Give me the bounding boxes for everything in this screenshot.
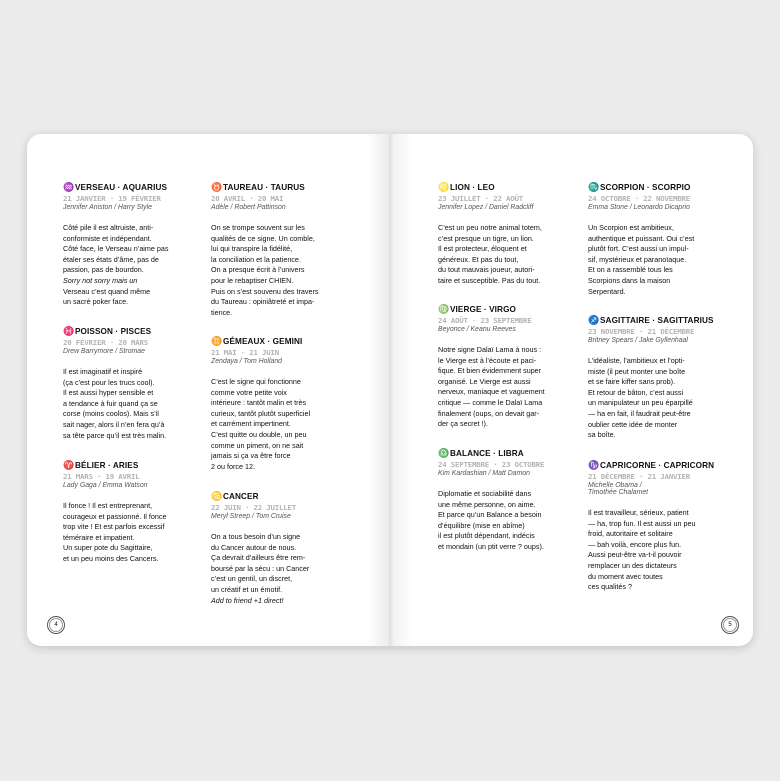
sign-celebrities: Emma Stone / Leonardo Dicaprio — [588, 204, 690, 211]
sign-dates: 23 JUILLET · 22 AOÛT — [438, 194, 523, 203]
sign-dates: 24 OCTOBRE · 22 NOVEMBRE — [588, 194, 690, 203]
sign-title: TAUREAU · TAURUS — [223, 183, 305, 192]
sign-aquarius — [63, 182, 203, 308]
sign-celebrities: Zendaya / Tom Holland — [211, 358, 282, 365]
sign-description: C’est le signe qui fonctionne comme votre petite voix intérieure : tantôt malin et très curieux, tantôt plutôt superficiel et carrément impertinent. C’est quitte ou double, un peu comme un piment, on ne sait jamais si ça va être force 2 ou force 12. — [211, 377, 311, 471]
sign-title: BÉLIER · ARIES — [75, 461, 139, 470]
sign-capricorn — [588, 460, 728, 593]
aquarius-icon: ♒ — [63, 182, 75, 192]
sign-celebrities: Britney Spears / Jake Gyllenhaal — [588, 337, 688, 344]
sign-title: BALANCE · LIBRA — [450, 449, 524, 458]
sign-description: Un Scorpion est ambitieux, authentique et puissant. Oui c’est plutôt fort. C’est aussi un impul- sif, mystérieux et paranoïaque. Et on a rassemblé tous les Scorpions dans la maison Serpentard. — [588, 223, 695, 296]
sign-celebrities: Adèle / Robert Pattinson — [211, 204, 286, 211]
sign-title: SAGITTAIRE · SAGITTARIUS — [600, 316, 714, 325]
sign-dates: 20 AVRIL · 20 MAI — [211, 194, 284, 203]
sign-description: On se trompe souvent sur les qualités de ce signe. Un comble, lui qui transpire la fidélité, la conciliation et la patience. On a presque écrit à l’univers pour le rebaptiser CHIEN. Puis on s’est souvenu des travers du Taureau : opiniâtreté et impa- tience. — [211, 223, 319, 317]
page-number-right: 5 — [721, 616, 739, 634]
page-number-left: 4 — [47, 616, 65, 634]
sign-celebrities: Michelle Obama / Timothée Chalamet — [588, 482, 649, 496]
sign-description: L’idéaliste, l’ambitieux et l’opti- miste (il peut monter une boîte et se faire kiffer sans prob). Et retour de bâton, c’est aussi un manipulateur un peu éparpillé — ha en fait, il faudrait peut-être oublier cette idée de monter sa boîte. — [588, 356, 693, 440]
cancer-icon: ♋ — [211, 491, 223, 501]
sign-description: Notre signe Dalaï Lama à nous : le Vierge est à l’écoute et paci- fique. Et bien évidemment super organisé. Le Vierge est aussi nerveux, maniaque et vaguement critique — comme le Dalaï Lama finalement (oups, on devait gar- der ça secret !). — [438, 345, 545, 429]
sign-virgo — [438, 304, 578, 430]
sign-sagittarius — [588, 315, 728, 441]
sign-celebrities: Lady Gaga / Emma Watson — [63, 482, 148, 489]
sign-dates: 20 FÉVRIER · 20 MARS — [63, 338, 148, 347]
sign-cancer — [211, 491, 351, 606]
sign-description-italic: Sorry not sorry mais un — [63, 275, 138, 285]
scorpio-icon: ♏ — [588, 182, 600, 192]
pisces-icon: ♓ — [63, 326, 75, 336]
sign-dates: 21 DÉCEMBRE · 21 JANVIER — [588, 472, 690, 481]
sign-celebrities: Beyonce / Keanu Reeves — [438, 326, 516, 333]
sign-dates: 24 SEPTEMBRE · 23 OCTOBRE — [438, 460, 545, 469]
sign-dates: 23 NOVEMBRE · 21 DÉCEMBRE — [588, 327, 695, 336]
sagittarius-icon: ♐ — [588, 315, 600, 325]
sign-title: SCORPION · SCORPIO — [600, 183, 691, 192]
sign-description: Diplomatie et sociabilité dans une même personne, on aime. Et parce qu’un Balance a besoin d’équilibre (mise en abîme) il est plutôt dépendant, indécis et mondain (un ptit verre ? oups). — [438, 489, 544, 551]
sign-description: Il fonce ! Il est entreprenant, courageux et passionné. Il fonce trop vite ! Et est parfois excessif téméraire et impatient. Un super pote du Sagittaire, et un peu moins des Cancers. — [63, 501, 167, 563]
sign-title: CANCER — [223, 492, 259, 501]
sign-description-italic: Add to friend +1 direct! — [211, 595, 284, 605]
sign-taurus — [211, 182, 351, 318]
sign-gemini — [211, 336, 351, 472]
sign-title: LION · LEO — [450, 183, 495, 192]
sign-description: Il est travailleur, sérieux, patient — ha, trop fun. Il est aussi un peu froid, autoritaire et solitaire — bah voilà, encore plus fun. Aussi peut-être va-t-il pouvoir remplacer un des dictateurs du moment avec toutes ces qualités ? — [588, 508, 696, 592]
sign-description: Il est imaginatif et inspiré (ça c’est pour les trucs cool). Il est aussi hyper sensible et a tendance à fuir quand ça se corse (moins coolos). Mais s’il sait nager, alors il n’en fera qu’à sa tête parce qu’il est très malin. — [63, 367, 167, 440]
sign-title: VERSEAU · AQUARIUS — [75, 183, 168, 192]
sign-celebrities: Jennifer Lopez / Daniel Radcliff — [438, 204, 534, 211]
sign-leo — [438, 182, 578, 287]
sign-title: CAPRICORNE · CAPRICORN — [600, 461, 715, 470]
capricorn-icon: ♑ — [588, 460, 600, 470]
sign-description: Côté pile il est altruiste, anti- conformiste et indépendant. Côté face, le Verseau n’aime pas étaler ses états d’âme, pas de passion, pas de bourdon. — [63, 223, 169, 275]
sign-dates: 24 AOÛT · 23 SEPTEMBRE — [438, 316, 532, 325]
sign-dates: 22 JUIN · 22 JUILLET — [211, 503, 296, 512]
sign-dates: 21 JANVIER · 19 FÉVRIER — [63, 194, 161, 203]
open-booklet — [27, 134, 753, 646]
sign-celebrities: Drew Barrymore / Stromae — [63, 348, 145, 355]
aries-icon: ♈ — [63, 460, 75, 470]
sign-celebrities: Meryl Streep / Tom Cruise — [211, 513, 291, 520]
sign-scorpio — [588, 182, 728, 297]
book-spine — [367, 134, 413, 646]
libra-icon: ♎ — [438, 448, 450, 458]
sign-description: On a tous besoin d’un signe du Cancer autour de nous. Ça devrait d’ailleurs être rem- boursé par la sécu : un Cancer c’est un gentil, un discret, un créatif et un émotif. — [211, 532, 310, 594]
sign-title: GÉMEAUX · GEMINI — [223, 337, 303, 346]
sign-celebrities: Kim Kardashian / Matt Damon — [438, 470, 530, 477]
sign-dates: 21 MAI · 21 JUIN — [211, 348, 279, 357]
virgo-icon: ♍ — [438, 304, 450, 314]
sign-aries — [63, 460, 203, 565]
gemini-icon: ♊ — [211, 336, 223, 346]
sign-description: C’est un peu notre animal totem, c’est presque un tigre, un lion. Il est protecteur, éloquent et généreux. Et pas du tout, du tout mauvais joueur, autori- taire et susceptible. Pas du tout. — [438, 223, 542, 285]
leo-icon: ♌ — [438, 182, 450, 192]
sign-dates: 21 MARS · 19 AVRIL — [63, 472, 140, 481]
sign-pisces — [63, 326, 203, 441]
sign-libra — [438, 448, 578, 553]
sign-description-tail: Verseau c’est quand même un sacré poker face. — [63, 286, 151, 307]
taurus-icon: ♉ — [211, 182, 223, 192]
sign-title: VIERGE · VIRGO — [450, 305, 517, 314]
sign-title: POISSON · PISCES — [75, 327, 152, 336]
sign-celebrities: Jennifer Aniston / Harry Style — [63, 204, 152, 211]
